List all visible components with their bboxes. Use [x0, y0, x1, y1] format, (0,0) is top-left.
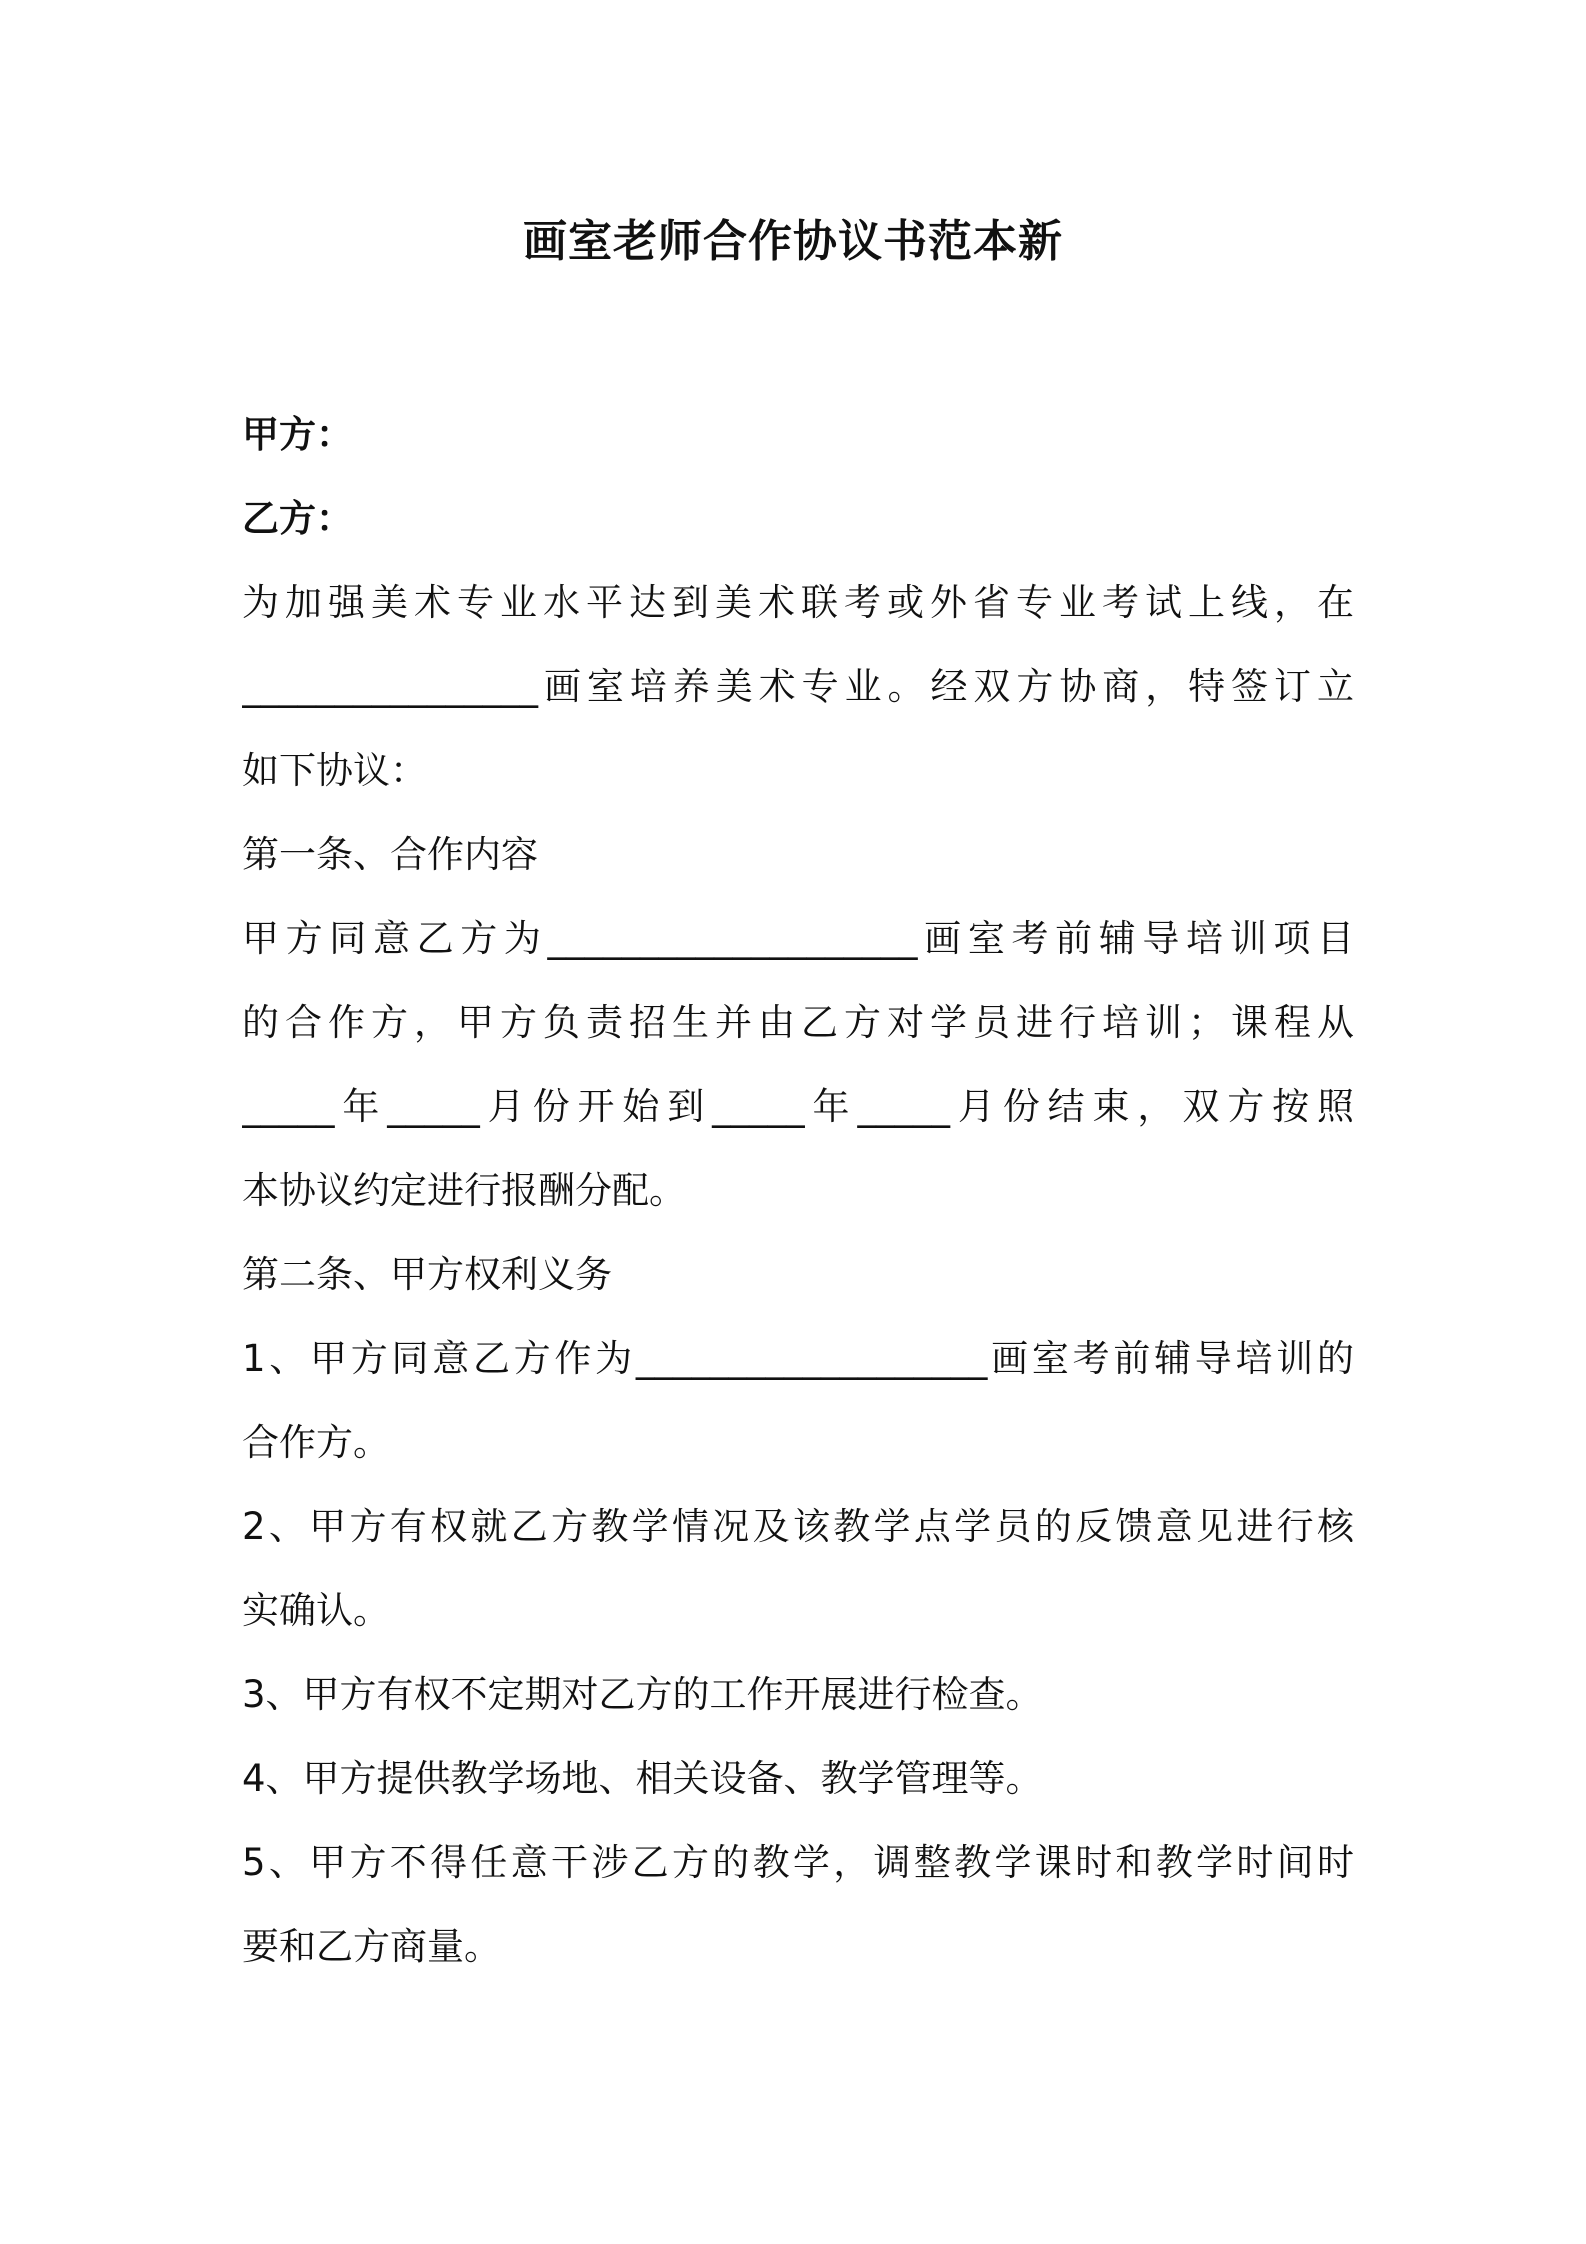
clause-line: 合作方。	[242, 1421, 390, 1464]
clause-line: 要和乙方商量。	[242, 1925, 501, 1968]
clause-line: 5、甲方不得任意干涉乙方的教学，调整教学课时和教学时间时	[242, 1841, 1354, 1884]
paragraph-line: 甲方同意乙方为____________________画室考前辅导培训项目	[242, 917, 1354, 960]
article-heading: 第二条、甲方权利义务	[242, 1253, 612, 1296]
clause-line: 实确认。	[242, 1589, 390, 1632]
paragraph-line: 如下协议：	[242, 749, 427, 792]
clause-line: 2、甲方有权就乙方教学情况及该教学点学员的反馈意见进行核	[242, 1505, 1354, 1548]
paragraph-line: _____年_____月份开始到_____年_____月份结束，双方按照	[242, 1085, 1354, 1128]
paragraph-line: 为加强美术专业水平达到美术联考或外省专业考试上线，在	[242, 581, 1354, 624]
party-a-label: 甲方：	[242, 413, 353, 456]
paragraph-line: 的合作方，甲方负责招生并由乙方对学员进行培训；课程从	[242, 1001, 1354, 1044]
article-heading: 第一条、合作内容	[242, 833, 538, 876]
clause-line: 1、甲方同意乙方作为___________________画室考前辅导培训的	[242, 1337, 1354, 1380]
clause-line: 3、甲方有权不定期对乙方的工作开展进行检查。	[242, 1673, 1043, 1716]
paragraph-line: 本协议约定进行报酬分配。	[242, 1169, 686, 1212]
clause-line: 4、甲方提供教学场地、相关设备、教学管理等。	[242, 1757, 1043, 1800]
party-b-label: 乙方：	[242, 497, 353, 540]
paragraph-line: ________________画室培养美术专业。经双方协商，特签订立	[242, 665, 1354, 708]
document-title: 画室老师合作协议书范本新	[523, 216, 1063, 267]
